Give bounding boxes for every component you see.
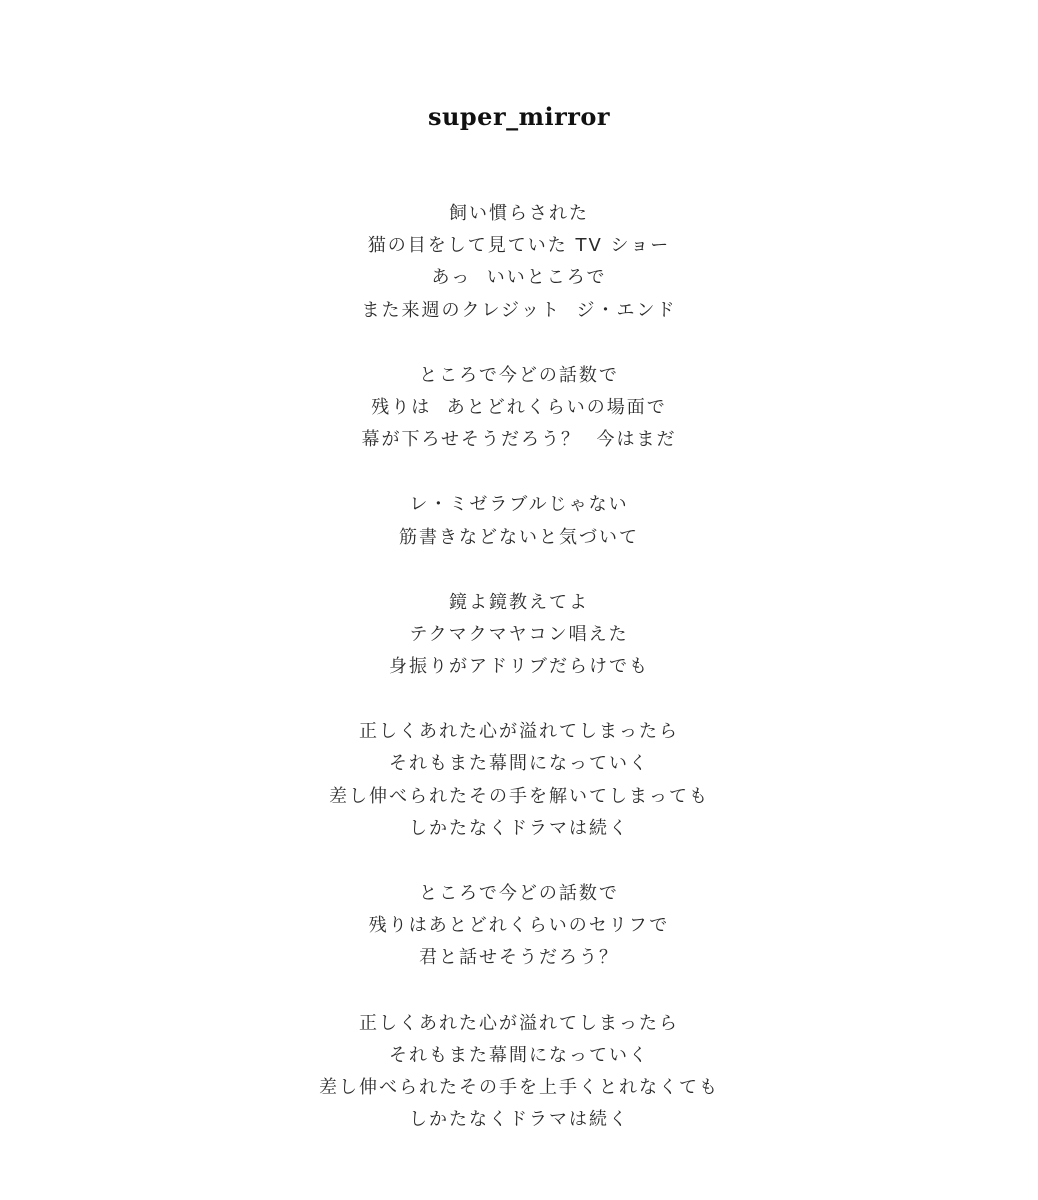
lyric-line: それもまた幕間になっていく [389, 753, 649, 775]
lyric-line: 幕が下ろせそうだろう？ 今はまだ [361, 429, 677, 451]
lyric-line: あっ いいところで [431, 267, 607, 289]
lyric-line: 正しくあれた心が溢れてしまったら [359, 721, 679, 743]
lyric-line: それもまた幕間になっていく [389, 1044, 649, 1066]
lyric-line: 差し伸べられたその手を上手くとれなくても [319, 1076, 719, 1098]
lyric-line: 残りは あとどれくらいの場面で [371, 396, 667, 418]
lyric-line: 筋書きなどないと気づいて [399, 526, 639, 548]
stanza [0, 587, 1038, 684]
lyric-line: しかたなくドラマは続く [409, 1109, 629, 1131]
lyric-line: レ・ミゼラブルじゃない [409, 494, 629, 516]
lyric-line: 鏡よ鏡教えてよ [449, 591, 589, 613]
lyric-line: また来週のクレジット ジ・エンド [361, 299, 677, 321]
lyric-line: ところで今どの話数で [419, 883, 619, 904]
lyrics-body [0, 198, 1038, 1169]
stanza [0, 360, 1038, 457]
song-title: super_mirror [427, 102, 611, 131]
lyric-line: しかたなくドラマは続く [409, 817, 629, 839]
lyric-line: 君と話せそうだろう？ [419, 947, 619, 969]
stanza [0, 878, 1038, 975]
stanza [0, 716, 1038, 845]
lyric-line: ところで今どの話数で [419, 364, 619, 386]
stanza [0, 489, 1038, 553]
lyric-line: 身振りがアドリブだらけでも [389, 656, 649, 678]
lyric-line: 残りはあとどれくらいのセリフで [368, 915, 670, 937]
lyric-line: 猫の目をして見ていた TV ショー [367, 235, 671, 257]
lyric-line: 正しくあれた心が溢れてしまったら [359, 1012, 679, 1034]
lyric-line: 差し伸べられたその手を解いてしまっても [329, 785, 709, 807]
lyric-line: テクマクマヤコン唱えた [409, 623, 629, 645]
lyric-line: 飼い慣らされた [449, 203, 589, 224]
stanza [0, 1008, 1038, 1137]
stanza [0, 198, 1038, 327]
